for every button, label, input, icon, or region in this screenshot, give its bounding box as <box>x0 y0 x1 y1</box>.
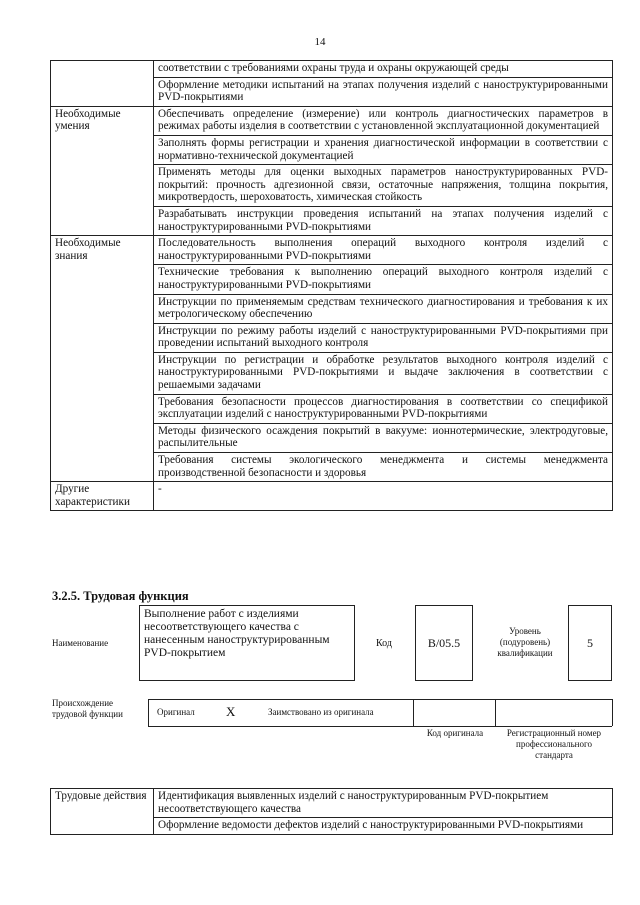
table-cell: Инструкции по применяемым средствам технического диагностирования и требования к их метрологическому обеспечению <box>154 294 613 323</box>
table-cell: Разрабатывать инструкции проведения испытаний на этапах получения изделий с наноструктурированными PVD-покрытиями <box>154 206 613 235</box>
table-row <box>51 789 613 818</box>
divider <box>495 699 496 726</box>
table-cell: Идентификация выявленных изделий с наноструктурированным PVD-покрытием несоответствующего качества <box>154 789 613 818</box>
table-cell: соответствии с требованиями охраны труда и охраны окружающей среды <box>154 61 613 78</box>
function-name-box: Выполнение работ с изделиями несоответствующего качества с нанесенным наноструктурированным PVD-покрытием <box>139 605 355 681</box>
table-cell: Требования системы экологического менеджмента и системы менеджмента производственной безопасности и здоровья <box>154 453 613 482</box>
table-row <box>51 482 613 511</box>
table-cell: Оформление методики испытаний на этапах получения изделий с наноструктурированными PVD-покрытиями <box>154 77 613 106</box>
name-label: Наименование <box>52 638 109 648</box>
divider <box>148 699 149 726</box>
code-original-label: Код оригинала <box>426 728 484 738</box>
table-cell: Инструкции по режиму работы изделий с наноструктурированными PVD-покрытиями при проведении испытаний выходного контроля <box>154 323 613 352</box>
code-label: Код <box>376 638 392 649</box>
divider <box>612 699 613 726</box>
row-label-knowledge: Необходимые знания <box>51 236 154 482</box>
table-cell: Обеспечивать определение (измерение) или контроль диагностических параметров в режимах работы изделия в соответствии с установленной эксплуатационной документацией <box>154 106 613 135</box>
table-cell: Инструкции по регистрации и обработке результатов выходного контроля изделий с наноструктурированными PVD-покрытиями и выдаче заключения в соответствии с решаемыми задачами <box>154 352 613 394</box>
origin-row <box>148 699 612 727</box>
row-label <box>51 61 154 107</box>
table-cell: Оформление ведомости дефектов изделий с наноструктурированными PVD-покрытиями <box>154 818 613 835</box>
table-row <box>51 236 613 265</box>
origin-mark: X <box>226 704 236 719</box>
table-row <box>51 61 613 78</box>
section-title: 3.2.5. Трудовая функция <box>52 589 189 603</box>
row-label-skills: Необходимые умения <box>51 106 154 235</box>
table-cell: Последовательность выполнения операций выходного контроля изделий с наноструктурированными PVD-покрытиями <box>154 236 613 265</box>
table-cell: - <box>154 482 613 511</box>
table-row <box>51 106 613 135</box>
origin-borrowed: Заимствовано из оригинала <box>268 707 374 717</box>
competency-table <box>50 60 613 511</box>
code-value-box: B/05.5 <box>415 605 473 681</box>
divider <box>413 699 414 726</box>
row-label-other: Другие характеристики <box>51 482 154 511</box>
page-number: 14 <box>314 36 326 48</box>
table-cell: Требования безопасности процессов диагностирования в соответствии со спецификой эксплуатации изделий с наноструктурированными PVD-покрытиями <box>154 394 613 423</box>
reg-number-label: Регистрационный номер профессионального стандарта <box>506 728 602 760</box>
level-label: Уровень (подуровень) квалификации <box>497 626 553 658</box>
level-value-box: 5 <box>568 605 612 681</box>
table-cell: Применять методы для оценки выходных параметров наноструктурированных PVD-покрытий: прочность адгезионной связи, остаточные напряжения, толщина покрытия, микротвердость, шероховатость, химическая стойкость <box>154 165 613 207</box>
origin-label: Происхождение трудовой функции <box>52 698 123 719</box>
row-label-actions: Трудовые действия <box>51 789 154 835</box>
origin-original: Оригинал <box>157 707 195 717</box>
table-cell: Методы физического осаждения покрытий в вакууме: ионнотермические, электродуговые, распылительные <box>154 423 613 452</box>
labor-actions-table <box>50 788 613 835</box>
table-cell: Технические требования к выполнению операций выходного контроля изделий с наноструктурированными PVD-покрытиями <box>154 265 613 294</box>
table-cell: Заполнять формы регистрации и хранения диагностической информации в соответствии с нормативно-технической документацией <box>154 135 613 164</box>
